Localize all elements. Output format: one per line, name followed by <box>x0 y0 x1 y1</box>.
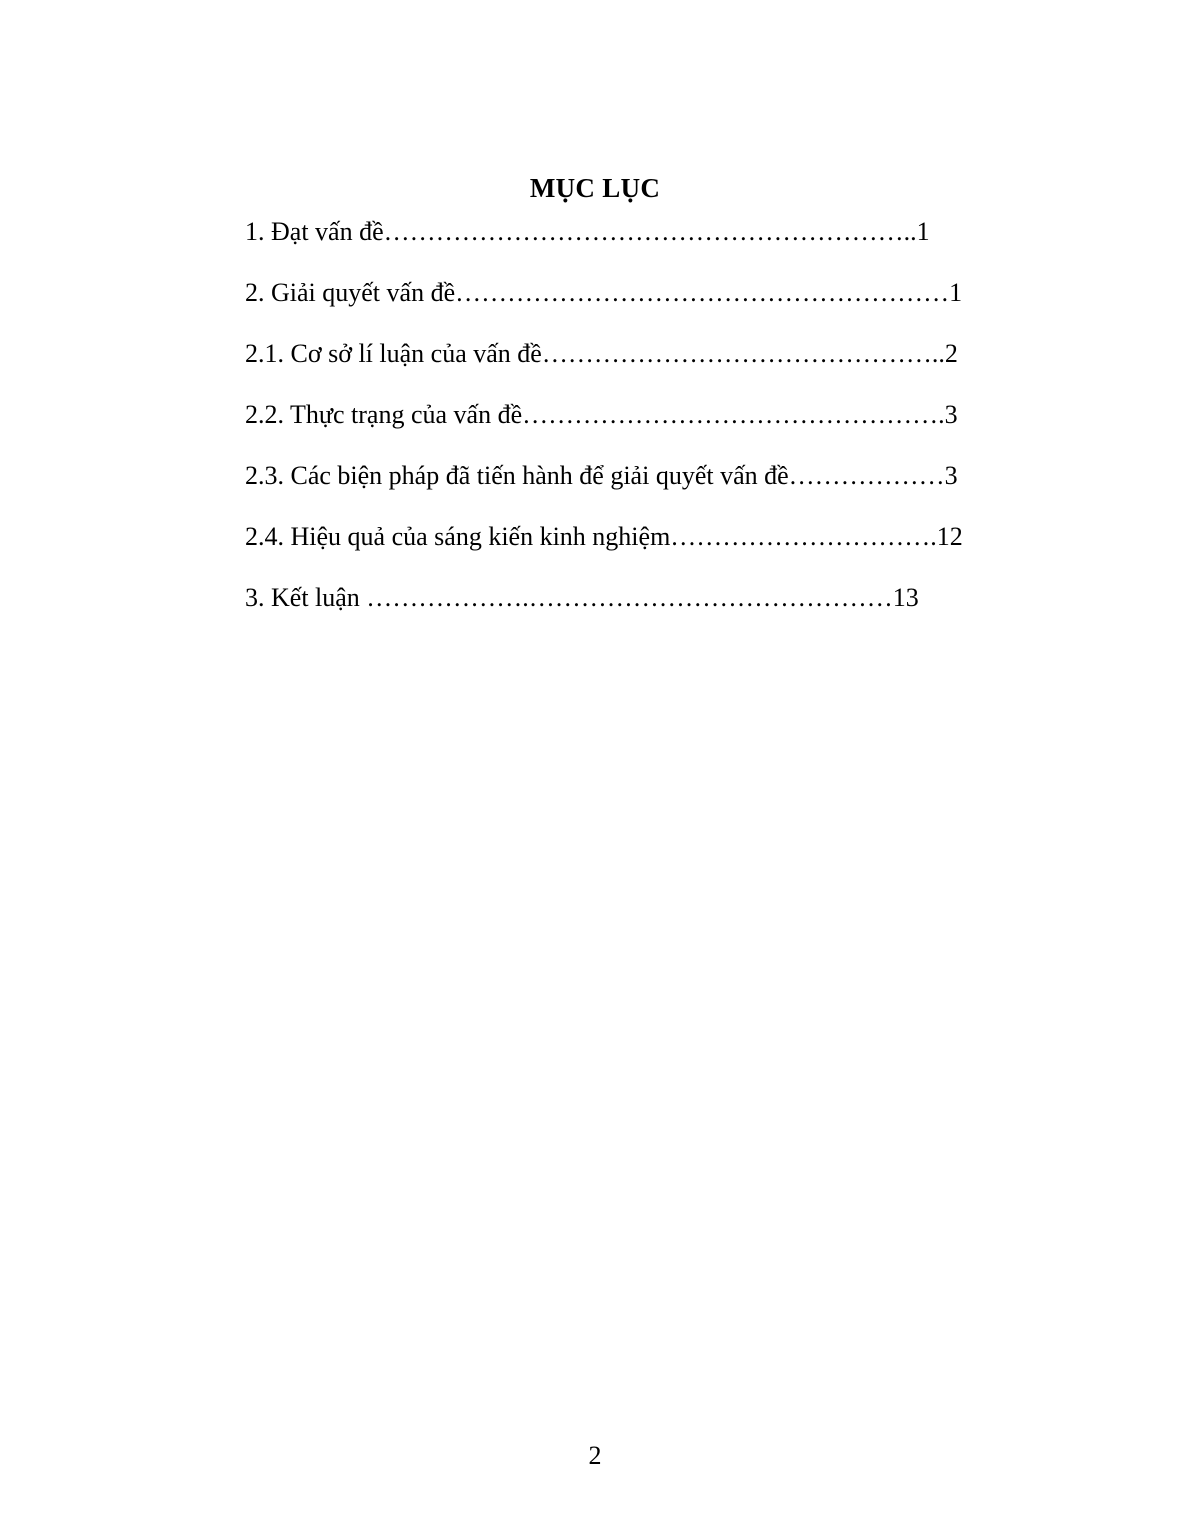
page-number: 2 <box>588 1441 602 1470</box>
toc-entry-2-2: 2.2. Thực trạng của vấn đề………………………………………….3 <box>245 400 958 429</box>
toc-entry-2: 2. Giải quyết vấn đề…………………………………………………1 <box>245 278 963 307</box>
toc-list <box>245 212 963 639</box>
toc-title: MỤC LỤC <box>529 173 661 203</box>
toc-entry-1: 1. Đạt vấn đề……………………………………………………..1 <box>245 217 930 246</box>
toc-entry-2-3: 2.3. Các biện pháp đã tiến hành để giải quyết vấn đề………………3 <box>245 461 958 490</box>
toc-entry-3: 3. Kết luận ……………….……………………………………13 <box>245 583 919 612</box>
toc-entry-2-4: 2.4. Hiệu quả của sáng kiến kinh nghiệm………………………….12 <box>245 522 963 551</box>
toc-entry-2-1: 2.1. Cơ sở lí luận của vấn đề………………………………………..2 <box>245 339 958 368</box>
